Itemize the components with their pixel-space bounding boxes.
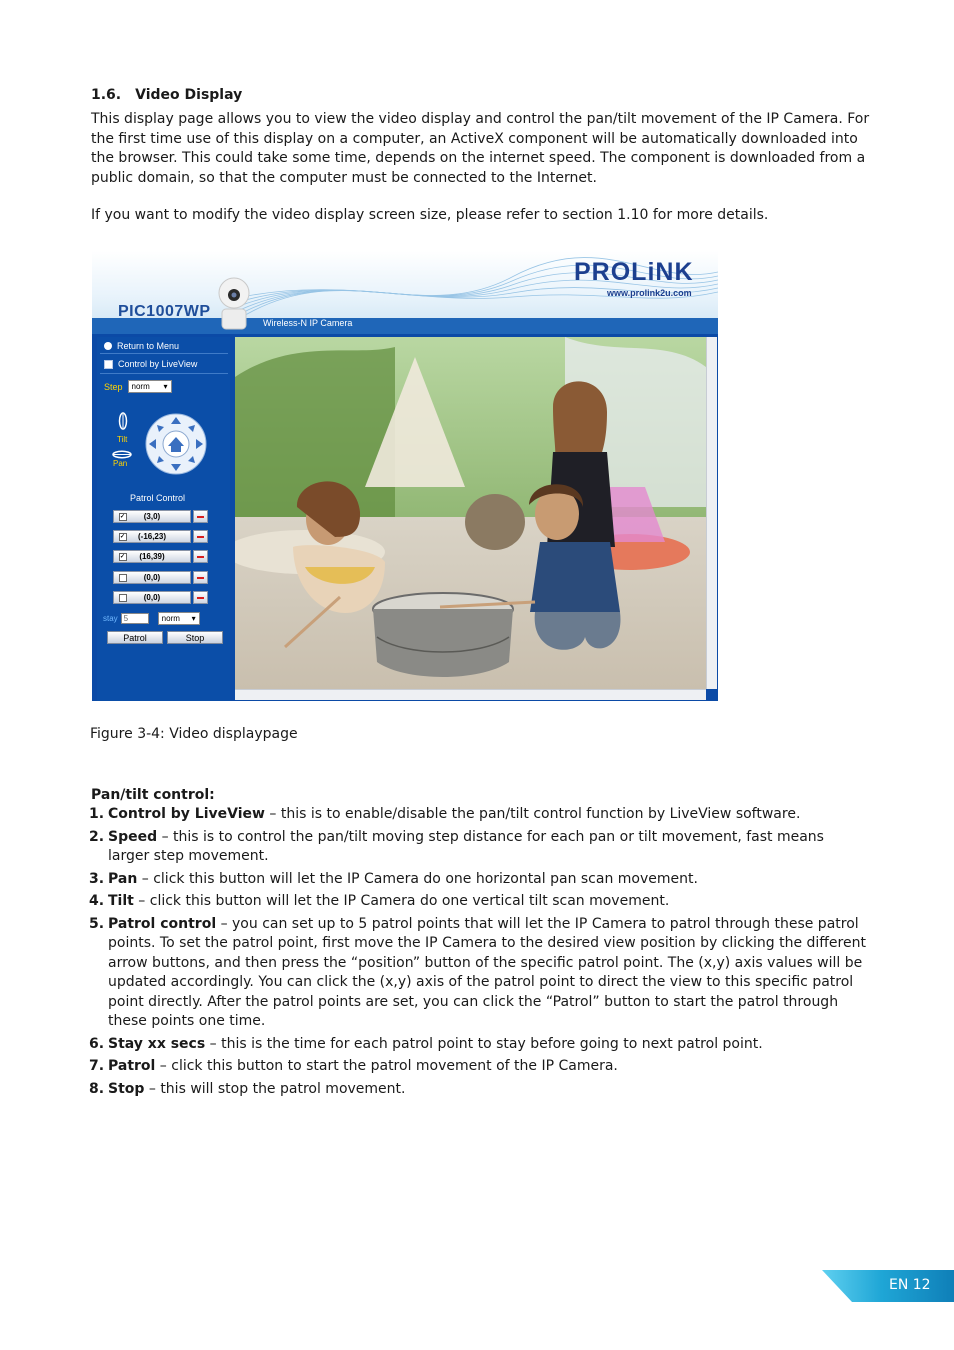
- banner-subtitle: Wireless-N IP Camera: [263, 318, 353, 328]
- patrol-point-2: [113, 530, 209, 543]
- arrow-circle-icon: [104, 342, 112, 350]
- stay-row: [103, 612, 200, 625]
- section-heading: [91, 87, 242, 103]
- list-item: [89, 828, 869, 867]
- item-term: Pan: [108, 870, 138, 887]
- item-number: 7.: [89, 1058, 105, 1074]
- stop-button[interactable]: Stop: [167, 631, 223, 644]
- item-description: – this will stop the patrol movement.: [144, 1080, 406, 1097]
- patrol-point-value: (0,0): [143, 573, 161, 582]
- video-horizontal-scrollbar[interactable]: [235, 689, 706, 700]
- item-description: – click this button will let the IP Camera do one horizontal pan scan movement.: [137, 870, 698, 887]
- item-term: Stay xx secs: [108, 1035, 206, 1052]
- video-vertical-scrollbar[interactable]: [706, 337, 717, 689]
- patrol-button[interactable]: Patrol: [107, 631, 163, 644]
- patrol-set-button[interactable]: [193, 550, 208, 563]
- list-item: [89, 1035, 869, 1055]
- return-menu-label: Return to Menu: [117, 341, 180, 351]
- patrol-position-button[interactable]: [113, 510, 191, 523]
- item-number: 1.: [89, 806, 105, 822]
- tilt-label: Tilt: [117, 435, 128, 444]
- item-term: Stop: [108, 1080, 145, 1097]
- list-item: [89, 915, 869, 1032]
- section-title: Video Display: [135, 87, 243, 103]
- item-number: 6.: [89, 1035, 105, 1052]
- item-description: – this is to control the pan/tilt moving step distance for each pan or tilt movement, fast means larger step movement.: [108, 828, 824, 864]
- pan-tilt-list: [89, 805, 869, 1102]
- stay-seconds-input[interactable]: 5: [121, 613, 149, 624]
- page-number-tab: [822, 1270, 954, 1302]
- patrol-point-value: (3,0): [143, 512, 161, 521]
- control-sidebar: [97, 337, 230, 701]
- figure-caption: Figure 3-4: Video displaypage: [90, 726, 298, 742]
- list-item: [89, 870, 869, 890]
- patrol-point-1: [113, 510, 209, 523]
- dropdown-arrow-icon: ▾: [191, 614, 196, 623]
- section-number: 1.6.: [91, 87, 122, 103]
- item-number: 4.: [89, 893, 105, 909]
- size-note-paragraph: If you want to modify the video display screen size, please refer to section 1.10 for more details.: [91, 207, 769, 223]
- list-item: [89, 805, 869, 825]
- video-display-screenshot: [92, 251, 718, 701]
- list-item: [89, 1080, 869, 1100]
- return-menu-link[interactable]: [104, 341, 179, 351]
- item-description: – click this button to start the patrol movement of the IP Camera.: [155, 1058, 618, 1074]
- patrol-control-title: Patrol Control: [130, 493, 186, 503]
- patrol-point-3: [113, 550, 209, 563]
- patrol-position-button[interactable]: [113, 530, 191, 543]
- checkbox-icon[interactable]: ✓: [120, 553, 126, 560]
- patrol-position-button[interactable]: [113, 571, 191, 584]
- item-description: – this is to enable/disable the pan/tilt control function by LiveView software.: [264, 806, 801, 822]
- patrol-set-button[interactable]: [193, 571, 208, 584]
- patrol-speed-value: norm: [161, 614, 180, 623]
- pan-icon[interactable]: [111, 450, 133, 459]
- live-video-image: [235, 337, 706, 689]
- stay-label: stay: [103, 614, 118, 623]
- item-term: Speed: [108, 828, 158, 845]
- list-item: [89, 1057, 869, 1077]
- intro-paragraph: This display page allows you to view the video display and control the pan/tilt movement of the IP Camera. For the first time use of this display on a computer, an ActiveX component will be automatically downloaded into the browser. This could take some time, depends on the internet speed. The component is downloaded from a public domain, so that the computer must be connected to the Internet.: [91, 111, 870, 186]
- item-term: Control by LiveView: [108, 806, 265, 822]
- patrol-set-button[interactable]: [193, 510, 208, 523]
- model-name: PIC1007WP: [118, 303, 211, 320]
- item-term: Patrol: [108, 1058, 156, 1074]
- pan-label: Pan: [113, 459, 128, 468]
- dropdown-arrow-icon: ▾: [163, 382, 168, 391]
- patrol-position-button[interactable]: [113, 591, 191, 604]
- checkbox-icon[interactable]: ✓: [120, 513, 126, 520]
- patrol-position-button[interactable]: [113, 550, 191, 563]
- item-term: Tilt: [108, 893, 134, 909]
- item-number: 8.: [89, 1080, 105, 1097]
- patrol-point-value: (16,39): [139, 552, 165, 561]
- control-liveview-checkbox[interactable]: [104, 359, 197, 369]
- item-number: 5.: [89, 915, 105, 932]
- patrol-point-4: [113, 571, 209, 584]
- patrol-point-value: (0,0): [143, 593, 161, 602]
- patrol-set-button[interactable]: [193, 591, 208, 604]
- list-item: [89, 892, 869, 912]
- divider: [100, 373, 228, 374]
- item-description: – this is the time for each patrol point to stay before going to next patrol point.: [205, 1035, 763, 1052]
- page-number: EN 12: [889, 1277, 931, 1293]
- patrol-point-5: [113, 591, 209, 604]
- prolink-logo: PROLiNK: [574, 258, 694, 286]
- item-number: 3.: [89, 870, 105, 887]
- item-number: 2.: [89, 828, 105, 845]
- ip-camera-image: [214, 275, 254, 333]
- checkbox-icon: [104, 360, 113, 369]
- patrol-set-button[interactable]: [193, 530, 208, 543]
- divider: [100, 353, 228, 354]
- step-select[interactable]: [128, 380, 172, 393]
- checkbox-icon[interactable]: ✓: [120, 533, 126, 540]
- patrol-point-value: (-16,23): [137, 532, 166, 541]
- item-description: – you can set up to 5 patrol points that will let the IP Camera to patrol through these patrol points. To set the patrol point, first move the IP Camera to the desired view position by clicking the different arrow buttons, and then press the “position” button of the specific patrol point. The (x,y) axis values will be updated accordingly. You can click the (x,y) axis of the patrol point to direct the view to this specific patrol point directly. After the patrol points are set, you can click the “Patrol” button to start the patrol through these points one time.: [108, 915, 866, 1029]
- ptz-direction-pad-icon[interactable]: [145, 413, 207, 475]
- step-label: Step: [104, 381, 123, 392]
- control-liveview-label: Control by LiveView: [118, 359, 198, 369]
- item-term: Patrol control: [108, 915, 217, 932]
- item-description: – click this button will let the IP Camera do one vertical tilt scan movement.: [133, 893, 670, 909]
- tilt-icon[interactable]: [118, 411, 128, 431]
- brand-url: www.prolink2u.com: [607, 288, 692, 298]
- patrol-speed-select[interactable]: [158, 612, 200, 625]
- step-row: [104, 380, 172, 393]
- camera-banner: [92, 251, 718, 334]
- pan-tilt-heading: Pan/tilt control:: [91, 787, 215, 803]
- step-value: norm: [131, 382, 150, 391]
